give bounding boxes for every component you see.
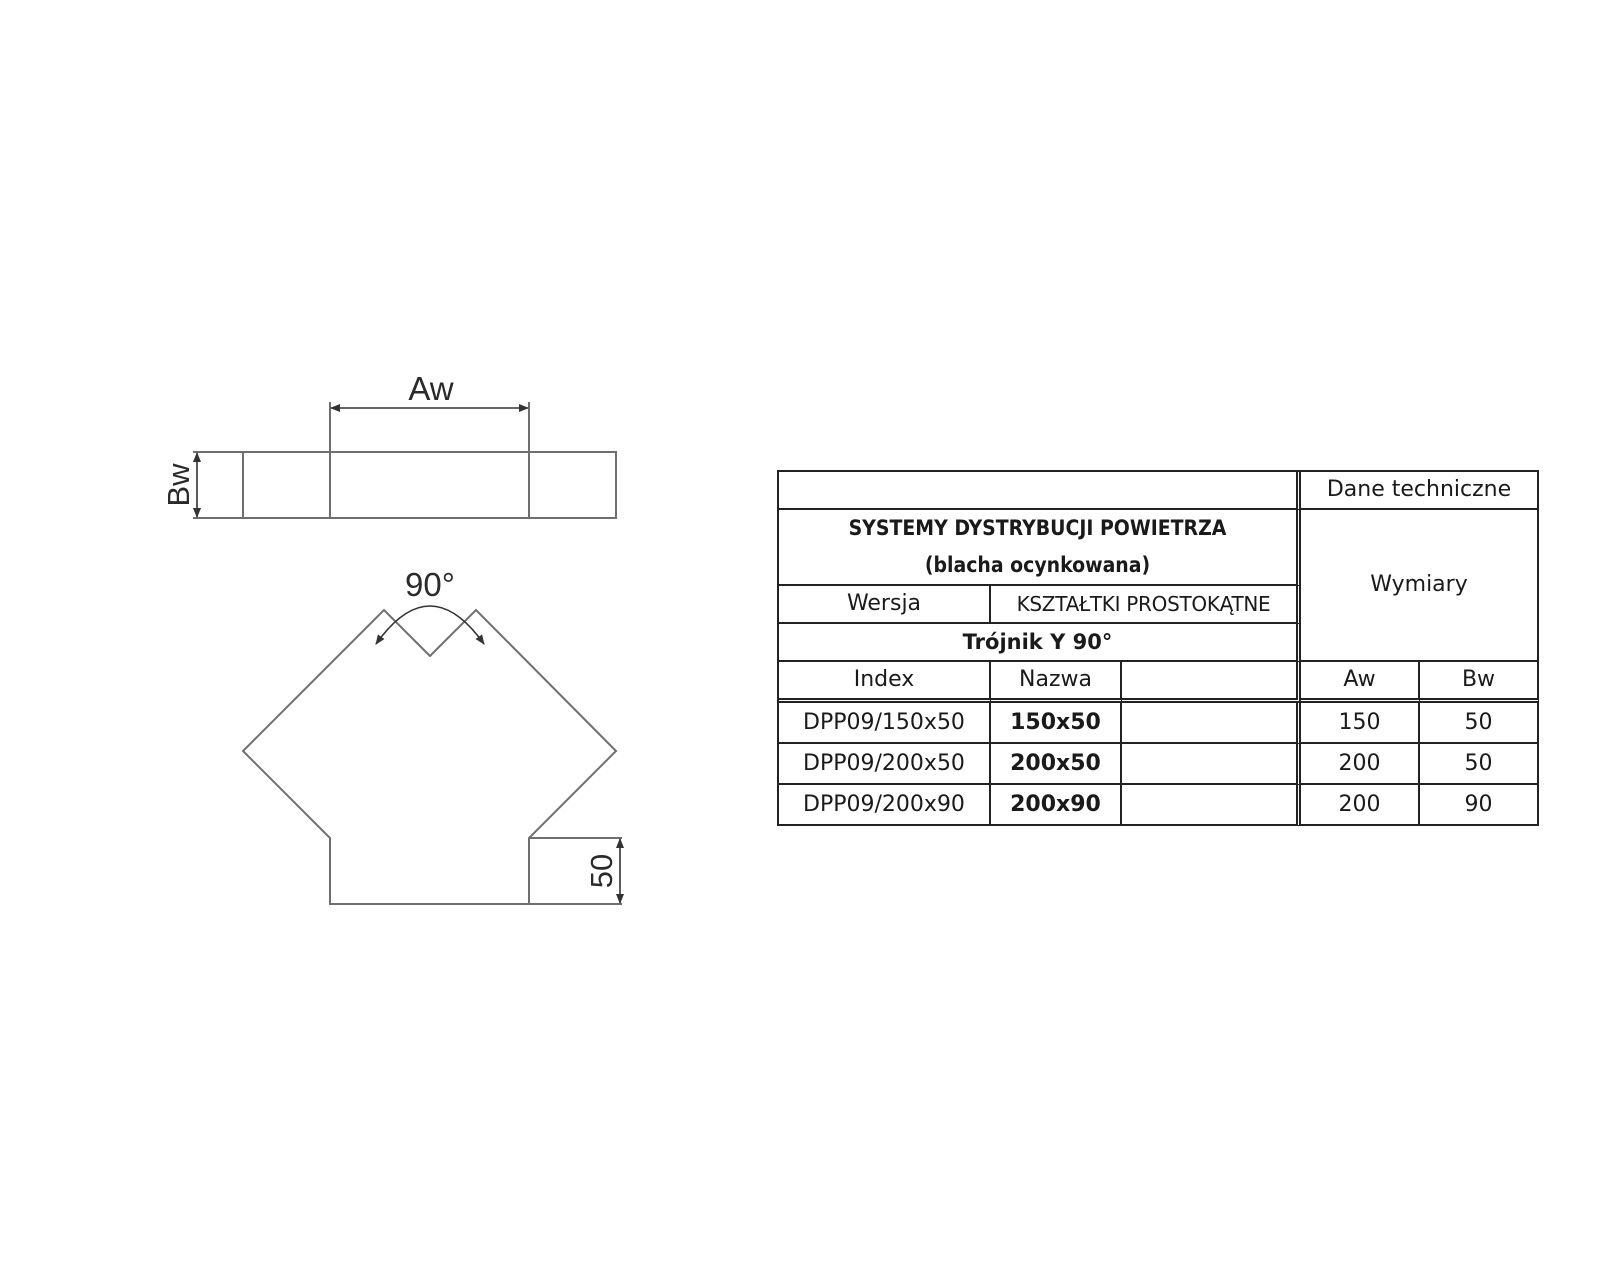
row-aw: 200 (1301, 785, 1420, 826)
col-header-name: Nazwa (991, 662, 1122, 703)
table-title-row (779, 510, 1539, 586)
title-line-1: SYSTEMY DYSTRYBUCJI POWIETRZA (848, 516, 1227, 540)
row-index: DPP09/150x50 (779, 703, 991, 744)
row-bw: 50 (1420, 744, 1539, 785)
version-label: Wersja (779, 586, 991, 624)
table-row (779, 703, 1539, 744)
table-row (779, 785, 1539, 826)
table-header-row (779, 472, 1539, 510)
dim-50-label: 50 (584, 853, 619, 889)
table-row (779, 744, 1539, 785)
row-blank (1122, 785, 1301, 826)
row-index: DPP09/200x50 (779, 744, 991, 785)
angle-label: 90° (405, 566, 455, 603)
col-header-blank (1122, 662, 1301, 703)
row-name: 200x50 (991, 744, 1122, 785)
table-title (779, 510, 1301, 586)
wymiary-cell: Wymiary (1301, 510, 1539, 662)
row-name: 150x50 (991, 703, 1122, 744)
dane-techniczne-cell: Dane techniczne (1301, 472, 1539, 510)
version-value: KSZTAŁTKI PROSTOKĄTNE (991, 586, 1301, 624)
bw-label: Bw (161, 463, 196, 507)
technical-drawing (0, 0, 760, 1280)
blank-header-cell (779, 472, 1301, 510)
row-index: DPP09/200x90 (779, 785, 991, 826)
row-bw: 50 (1420, 703, 1539, 744)
spec-table (777, 470, 1539, 826)
y-branch-outline (243, 610, 616, 904)
column-header-row (779, 662, 1539, 703)
col-header-aw: Aw (1301, 662, 1420, 703)
aw-label: Aw (408, 370, 454, 407)
product-name: Trójnik Y 90° (779, 624, 1301, 662)
title-line-2: (blacha ocynkowana) (924, 553, 1151, 577)
row-bw: 90 (1420, 785, 1539, 826)
row-blank (1122, 744, 1301, 785)
row-aw: 200 (1301, 744, 1420, 785)
col-header-index: Index (779, 662, 991, 703)
col-header-bw: Bw (1420, 662, 1539, 703)
row-blank (1122, 703, 1301, 744)
top-view (193, 402, 616, 518)
angle-arc (376, 606, 484, 644)
row-name: 200x90 (991, 785, 1122, 826)
row-aw: 150 (1301, 703, 1420, 744)
top-view-outline (243, 452, 616, 518)
